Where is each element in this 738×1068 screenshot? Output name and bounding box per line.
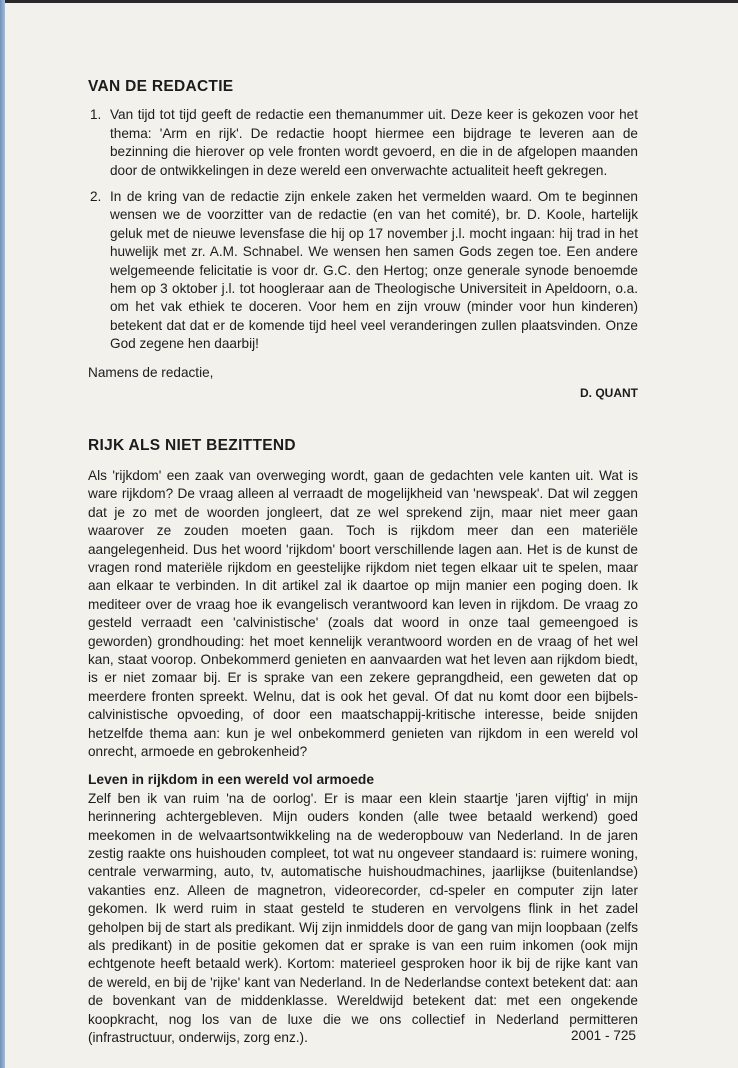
page-top-edge [0,0,738,3]
editorial-item-number: 2. [90,189,102,205]
editorial-signature: D. QUANT [580,386,638,401]
article-intro: Als 'rijkdom' een zaak van overweging wordt, gaan de gedachten vele kanten uit. Wat is ware rijkdom? De vraag alleen al verraadt de mogelijkheid van 'newspeak'. Dat wil zeggen dat je zo met de woorden jongleert, dat ze wel sprekend zijn, maar niet meer gaan waarover ze zouden moeten gaan. Toch is rijkdom meer dan een materiële aangelegenheid. Dus het woord 'rijkdom' boort verschillende lagen aan. Het is de kunst de vragen rond materiële rijkdom en geestelijke rijkdom niet tegen elkaar uit te spelen, maar aan elkaar te verbinden. In dit artikel zal ik daartoe op mijn manier een poging doen. Ik mediteer over de vraag hoe ik evangelisch verantwoord kan leven in rijkdom. De vraag zo gesteld verraadt een 'calvinistische' (zoals dat woord in onze taal gemeengoed is geworden) grondhouding: het moet kennelijk verantwoord worden en de vraag of het wel kan, staat voorop. Onbekommerd genieten en aanvaarden wat het leven aan rijkdom biedt, is er niet zomaar bij. Er is sprake van een zekere geprangdheid, een geweten dat op meerdere fronten spreekt. Welnu, dat is ook het geval. Of dat nu komt door een bijbels-calvinistische opvoeding, of door een maatschappij-kritische interesse, beide snijden hetzelfde thema aan: kun je wel onbekommerd genieten van rijkdom in een wereld vol onrecht, armoede en gebrokenheid? [88,467,638,759]
editorial-closing: Namens de redactie, [88,364,214,380]
editorial-item [88,106,638,180]
article-subheading: Leven in rijkdom in een wereld vol armoede [88,772,374,788]
binding-edge [0,0,5,1068]
editorial-heading: VAN DE REDACTIE [88,78,234,95]
editorial-item-number: 1. [90,107,102,123]
editorial-item [88,188,638,354]
editorial-section [88,78,638,403]
article-section [88,437,638,1048]
article-body: Zelf ben ik van ruim 'na de oorlog'. Er is maar een klein staartje 'jaren vijftig' in mijn herinnering achtergebleven. Mijn ouders konden (alle twee betaald werkend) goed meekomen in de welvaartsontwikkeling na de wederopbouw van Nederland. In de jaren zestig raakte ons huishouden compleet, tot wat nu ongeveer standaard is: ruimere woning, centrale verwarming, auto, tv, automatische huishoudmachines, jaarlijkse (buitenlandse) vakanties enz. Alleen de magnetron, videorecorder, cd-speler en computer zijn later gekomen. Ik werd ruim in staat gesteld te studeren en vervolgens flink in het zadel geholpen bij de start als predikant. Wij zijn inmiddels door de gang van mijn loopbaan (zelfs als predikant) in de positie gekomen dat er sprake is van een ruim inkomen (ook mijn echtgenote heeft betaald werk). Kortom: materieel gesproken hoor ik bij de rijke kant van de wereld, en bij de 'rijke' kant van Nederland. In de Nederlandse context betekent dat: aan de bovenkant van de middenklasse. Wereldwijd betekent dat: met een ongekende koopkracht, nog los van de luxe die we ons collectief in Nederland permitteren (infrastructuur, onderwijs, zorg enz.). [88,790,638,1046]
article-heading: RIJK ALS NIET BEZITTEND [88,436,296,454]
editorial-list [88,106,638,353]
page-content [88,78,638,1048]
editorial-item-text: Van tijd tot tijd geeft de redactie een themanummer uit. Deze keer is gekozen voor het thema: 'Arm en rijk'. De redactie hoopt hiermee een bijdrage te leveren aan de bezinning die hierover op vele fronten wordt gevoerd, en die in de afgelopen maanden door de ontwikkelingen in deze wereld een onverwachte actualiteit heeft gekregen. [110,107,638,178]
editorial-item-text: In de kring van de redactie zijn enkele zaken het vermelden waard. Om te beginnen wensen we de voorzitter van de redactie (en van het comité), br. D. Koole, hartelijk geluk met de nieuwe levensfase die hij op 17 november j.l. mocht ingaan: hij trad in het huwelijk met zr. A.M. Schnabel. We wensen hen samen Gods zegen toe. Een andere welgemeende felicitatie is voor dr. G.C. den Hertog; onze generale synode benoemde hem op 3 oktober j.l. tot hoogleraar aan de Theologische Universiteit in Apeldoorn, o.a. om het vak ethiek te doceren. Voor hem en zijn vrouw (minder voor hun kinderen) betekent dat dat er de komende tijd heel veel veranderingen zullen plaatsvinden. Onze God zegene hen daarbij! [110,189,638,352]
page-number: 2001 - 725 [570,1028,636,1043]
